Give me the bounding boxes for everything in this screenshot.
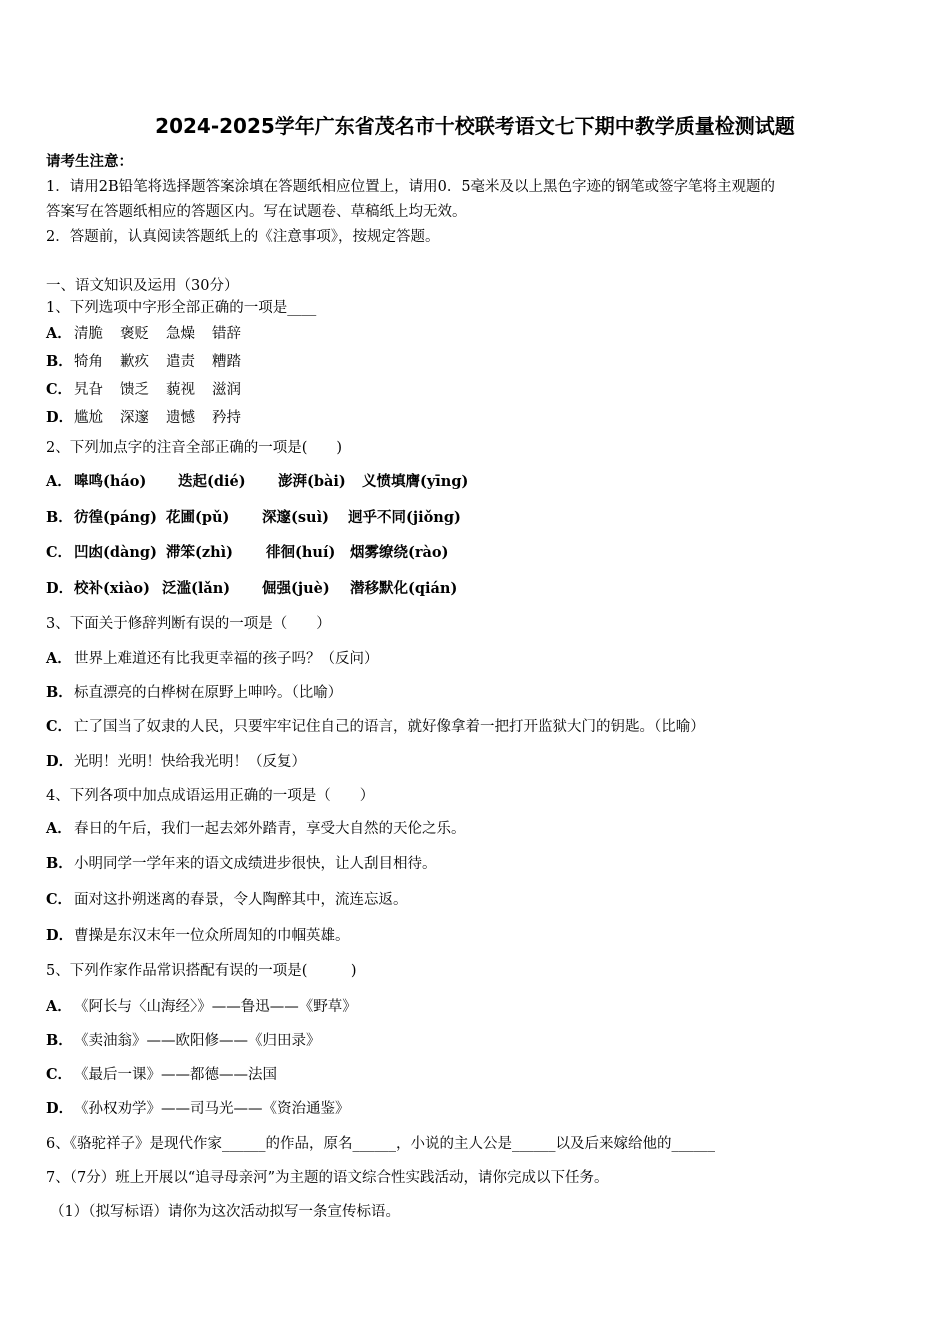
question-2-option-c (46, 543, 448, 563)
question-1-option-b (46, 352, 241, 372)
option-text: 《最后一课》——都德——法国 (74, 1067, 277, 1083)
option-word: 深邃(suì) (262, 509, 329, 526)
question-2-option-a (46, 472, 468, 492)
question-6-stem: 6、《骆驼祥子》是现代作家______的作品，原名______，小说的主人公是______以及后来嫁给他的______ (46, 1136, 715, 1152)
option-text: 《阿长与〈山海经〉》——鲁迅——《野草》 (74, 999, 357, 1015)
option-word: 潜移默化(qián) (350, 580, 458, 597)
notice-label: 请考生注意： (46, 153, 133, 170)
option-letter: D． (46, 409, 74, 426)
option-letter: C． (46, 891, 73, 908)
option-word: 泛滥(lǎn) (162, 580, 231, 597)
option-word: 倔强(juè) (262, 580, 330, 597)
question-4-option-b (46, 854, 437, 874)
option-text: 曹操是东汉末年一位众所周知的巾帼英雄。 (74, 928, 350, 944)
option-letter: D． (46, 927, 74, 944)
option-word: 滋润 (212, 382, 241, 398)
option-word: 矜持 (212, 410, 241, 426)
option-word: 旯旮 (74, 382, 103, 398)
option-letter: D． (46, 753, 74, 770)
option-word: 滞笨(zhì) (166, 544, 234, 561)
option-text: 《孙权劝学》——司马光——《资治通鉴》 (74, 1101, 350, 1117)
question-4-stem: 4、下列各项中加点成语运用正确的一项是（ ） (46, 788, 375, 804)
option-letter: D． (46, 1100, 74, 1117)
option-letter: B． (46, 684, 73, 701)
option-word: 校补(xiào) (74, 580, 150, 597)
option-word: 徘徊(huí) (266, 544, 336, 561)
question-2-option-d (46, 579, 457, 599)
option-word: 迭起(dié) (178, 473, 246, 490)
option-word: 馈乏 (120, 382, 149, 398)
option-letter: A． (46, 325, 72, 342)
option-word: 迥乎不同(jiǒng) (348, 509, 461, 526)
option-word: 深邃 (120, 410, 149, 426)
option-letter: C． (46, 381, 73, 398)
question-5-option-a (46, 997, 357, 1017)
option-word: 遗憾 (166, 410, 195, 426)
option-letter: A． (46, 820, 72, 837)
option-letter: A． (46, 650, 72, 667)
option-word: 糟踏 (212, 354, 241, 370)
option-text: 《卖油翁》——欧阳修——《归田录》 (74, 1033, 321, 1049)
section-heading: 一、语文知识及运用（30分） (46, 278, 239, 294)
question-3-option-d (46, 752, 306, 772)
option-text: 小明同学一学年来的语文成绩进步很快，让人刮目相待。 (74, 856, 437, 872)
option-word: 尴尬 (74, 410, 103, 426)
question-1-option-a (46, 324, 241, 344)
option-word: 犄角 (74, 354, 103, 370)
option-letter: B． (46, 1032, 73, 1049)
question-5-option-d (46, 1099, 350, 1119)
option-word: 褒贬 (120, 326, 149, 342)
option-text: 光明！光明！快给我光明！（反复） (74, 754, 306, 770)
option-word: 藐视 (166, 382, 195, 398)
option-word: 清脆 (74, 326, 103, 342)
question-2-stem: 2、下列加点字的注音全部正确的一项是( ) (46, 440, 343, 456)
option-word: 遣责 (166, 354, 195, 370)
notice-line-2: 答案写在答题纸相应的答题区内。写在试题卷、草稿纸上均无效。 (46, 204, 467, 220)
question-5-option-b (46, 1031, 321, 1051)
question-1-option-d (46, 408, 241, 428)
notice-line-1: 1．请用2B铅笔将选择题答案涂填在答题纸相应位置上，请用0．5毫米及以上黑色字迹的钢笔或签字笔将主观题的 (46, 179, 776, 195)
option-letter: A． (46, 998, 72, 1015)
question-3-stem: 3、下面关于修辞判断有误的一项是（ ） (46, 616, 331, 632)
option-word: 花圃(pǔ) (166, 509, 230, 526)
option-letter: A． (46, 473, 72, 490)
option-word: 嗥鸣(háo) (74, 473, 147, 490)
question-3-option-a (46, 649, 379, 669)
option-word: 歉疚 (120, 354, 149, 370)
option-word: 烟雾缭绕(rào) (350, 544, 449, 561)
option-text: 标直漂亮的白桦树在原野上呻吟。（比喻） (74, 685, 343, 701)
option-letter: B． (46, 509, 73, 526)
option-word: 义愤填膺(yīng) (362, 473, 469, 490)
question-4-option-c (46, 890, 408, 910)
option-letter: B． (46, 353, 73, 370)
question-1-stem: 1、下列选项中字形全部正确的一项是____ (46, 300, 317, 316)
option-letter: C． (46, 544, 73, 561)
option-letter: B． (46, 855, 73, 872)
option-text: 春日的午后，我们一起去郊外踏青，享受大自然的天伦之乐。 (74, 821, 466, 837)
option-letter: D． (46, 580, 74, 597)
option-text: 世界上难道还有比我更幸福的孩子吗？（反问） (74, 651, 379, 667)
notice-line-3: 2．答题前，认真阅读答题纸上的《注意事项》，按规定答题。 (46, 229, 440, 245)
option-word: 澎湃(bài) (278, 473, 346, 490)
option-word: 急燥 (166, 326, 195, 342)
option-letter: C． (46, 718, 73, 735)
option-text: 亡了国当了奴隶的人民，只要牢牢记住自己的语言，就好像拿着一把打开监狱大门的钥匙。（比喻） (74, 719, 705, 735)
question-7-stem: 7、（7分）班上开展以“追寻母亲河”为主题的语文综合性实践活动，请你完成以下任务。 (46, 1170, 609, 1186)
question-3-option-b (46, 683, 342, 703)
option-word: 错辞 (212, 326, 241, 342)
question-2-option-b (46, 508, 461, 528)
question-5-option-c (46, 1065, 277, 1085)
question-4-option-a (46, 819, 466, 839)
question-4-option-d (46, 926, 350, 946)
question-3-option-c (46, 717, 705, 737)
option-word: 凹凼(dàng) (74, 544, 157, 561)
question-1-option-c (46, 380, 241, 400)
question-5-stem: 5、下列作家作品常识搭配有误的一项是( ) (46, 963, 357, 979)
option-word: 彷徨(páng) (74, 509, 157, 526)
option-text: 面对这扑朔迷离的春景，令人陶醉其中，流连忘返。 (74, 892, 408, 908)
option-letter: C． (46, 1066, 73, 1083)
question-7-subtask-1: （1）（拟写标语）请你为这次活动拟写一条宣传标语。 (50, 1204, 400, 1220)
page-title: 2024-2025学年广东省茂名市十校联考语文七下期中教学质量检测试题 (155, 114, 795, 138)
